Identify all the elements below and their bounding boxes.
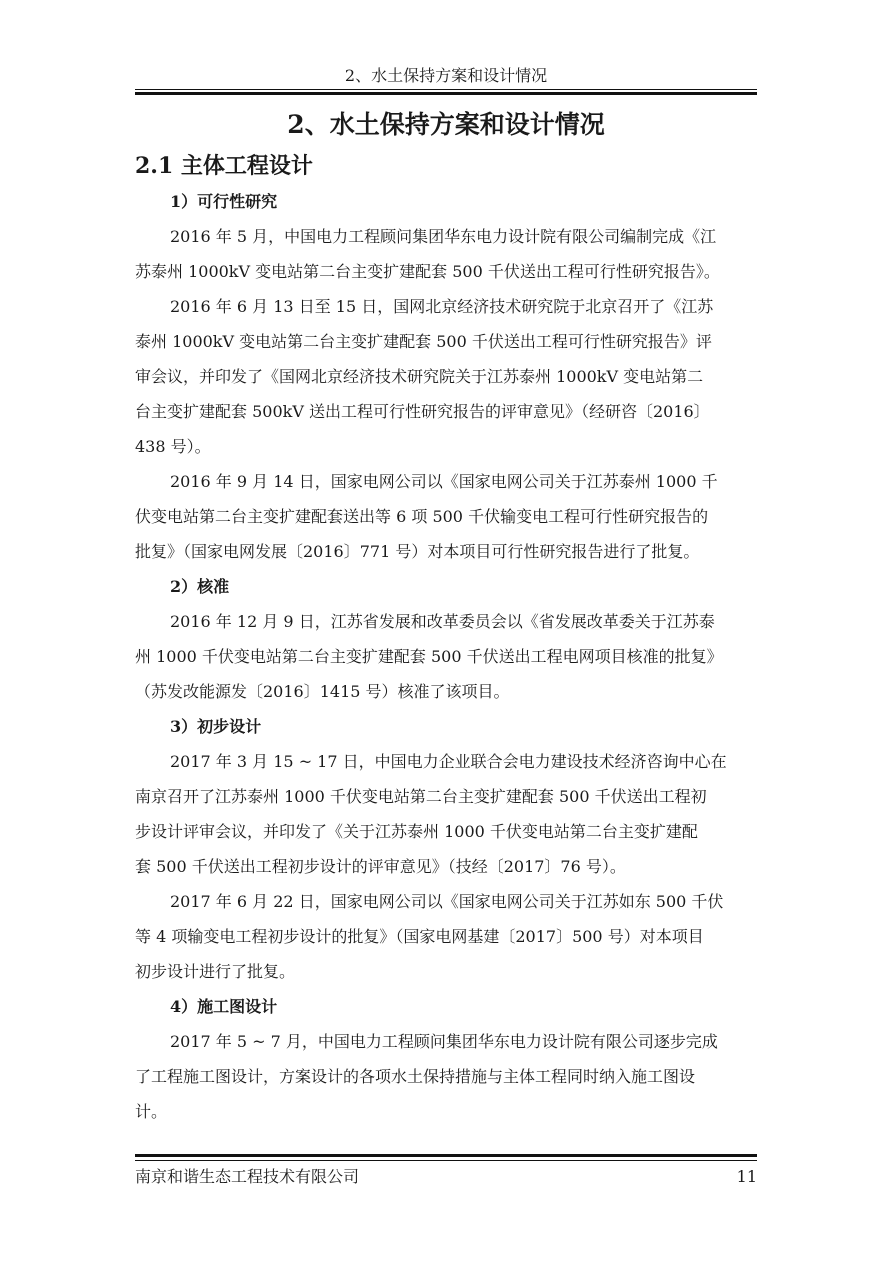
text-line: 2016 年 9 月 14 日，国家电网公司以《国家电网公司关于江苏泰州 1000 千 [170,472,718,491]
paragraph [135,604,757,709]
text-line: 苏泰州 1000kV 变电站第二台主变扩建配套 500 千伏送出工程可行性研究报告》。 [135,262,720,281]
text-line: 台主变扩建配套 500kV 送出工程可行性研究报告的评审意见》（经研咨〔2016〕 [135,402,710,421]
paragraph [135,884,757,989]
running-header: 2、水土保持方案和设计情况 [344,66,548,85]
subsection-heading-preliminary-design: 3）初步设计 [170,717,262,736]
document-title: 2、水土保持方案和设计情况 [287,110,605,139]
text-line: 批复》（国家电网发展〔2016〕771 号）对本项目可行性研究报告进行了批复。 [135,542,700,561]
subsection-heading-construction-design: 4）施工图设计 [170,997,278,1016]
text-line: 438 号）。 [135,437,211,456]
text-line: 审会议，并印发了《国网北京经济技术研究院关于江苏泰州 1000kV 变电站第二 [135,367,704,386]
text-line: 2017 年 6 月 22 日，国家电网公司以《国家电网公司关于江苏如东 500 千伏 [170,892,724,911]
text-line: 2016 年 12 月 9 日，江苏省发展和改革委员会以《省发展改革委关于江苏泰 [170,612,715,631]
text-line: 初步设计进行了批复。 [135,962,296,981]
paragraph [135,744,757,884]
footer-company: 南京和谐生态工程技术有限公司 [135,1167,360,1186]
header-rule-thin [135,89,757,90]
text-line: 步设计评审会议，并印发了《关于江苏泰州 1000 千伏变电站第二台主变扩建配 [135,822,698,841]
paragraph [135,1024,757,1129]
page-footer [135,1164,757,1190]
text-line: 2017 年 3 月 15 ~ 17 日，中国电力企业联合会电力建设技术经济咨询中心在 [170,752,727,771]
page-number: 11 [736,1167,757,1186]
subsection-heading-feasibility: 1）可行性研究 [170,192,278,211]
text-line: 泰州 1000kV 变电站第二台主变扩建配套 500 千伏送出工程可行性研究报告》评 [135,332,712,351]
text-line: 州 1000 千伏变电站第二台主变扩建配套 500 千伏送出工程电网项目核准的批复》 [135,647,723,666]
text-line: 伏变电站第二台主变扩建配套送出等 6 项 500 千伏输变电工程可行性研究报告的 [135,507,709,526]
text-line: 了工程施工图设计，方案设计的各项水土保持措施与主体工程同时纳入施工图设 [135,1067,696,1086]
footer-rule-thin [135,1160,757,1161]
text-line: 计。 [135,1102,168,1121]
text-line: 南京召开了江苏泰州 1000 千伏变电站第二台主变扩建配套 500 千伏送出工程初 [135,787,707,806]
paragraph [135,464,757,569]
header-rule-thick [135,92,757,95]
paragraph [135,289,757,464]
paragraph [135,219,757,289]
text-line: 套 500 千伏送出工程初步设计的评审意见》（技经〔2017〕76 号）。 [135,857,626,876]
text-line: 等 4 项输变电工程初步设计的批复》（国家电网基建〔2017〕500 号）对本项目 [135,927,704,946]
text-line: 2017 年 5 ~ 7 月，中国电力工程顾问集团华东电力设计院有限公司逐步完成 [170,1032,718,1051]
text-line: 2016 年 5 月，中国电力工程顾问集团华东电力设计院有限公司编制完成《江 [170,227,717,246]
section-heading: 2.1 主体工程设计 [135,153,313,179]
page-body [135,106,757,1129]
subsection-heading-approval: 2）核准 [170,577,230,596]
footer-rule-thick [135,1154,757,1157]
text-line: 2016 年 6 月 13 日至 15 日，国网北京经济技术研究院于北京召开了《江苏 [170,297,714,316]
text-line: （苏发改能源发〔2016〕1415 号）核准了该项目。 [135,682,510,701]
